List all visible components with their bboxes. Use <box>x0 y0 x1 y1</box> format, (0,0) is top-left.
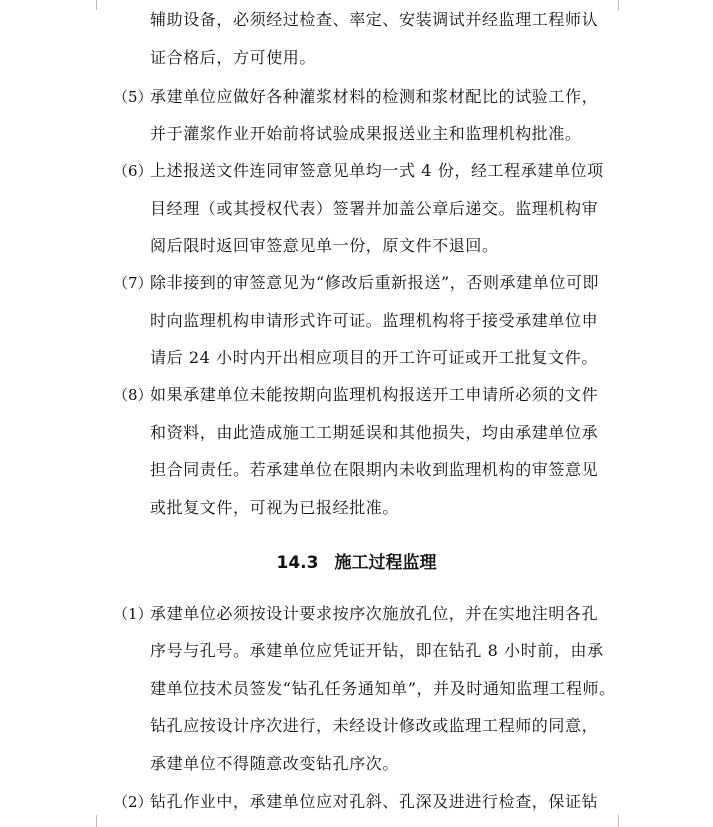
list-item-number: （6） <box>113 162 153 180</box>
section-number: 14.3 <box>276 553 319 573</box>
paragraph-line: 辅助设备，必须经过检查、率定、安装调试并经监理工程师认 <box>150 10 599 29</box>
page-corner-mark <box>618 0 631 10</box>
paragraph-line: 序号与孔号。承建单位应凭证开钻，即在钻孔 8 小时前，由承 <box>150 641 604 660</box>
paragraph-line: 承建单位不得随意改变钻孔序次。 <box>150 754 400 773</box>
paragraph-line: 如果承建单位未能按期向监理机构报送开工申请所必须的文件 <box>150 385 599 404</box>
paragraph-line: 承建单位应做好各种灌浆材料的检测和浆材配比的试验工作， <box>150 87 599 106</box>
list-item-number: （8） <box>113 386 153 404</box>
paragraph-line: 担合同责任。若承建单位在限期内未收到监理机构的审签意见 <box>150 460 599 479</box>
paragraph-line: 证合格后，方可使用。 <box>150 48 317 67</box>
list-item-number: （1） <box>113 605 153 623</box>
paragraph-line: 建单位技术员签发“钻孔任务通知单”，并及时通知监理工程师。 <box>150 679 616 698</box>
paragraph-line: 上述报送文件连同审签意见单均一式 4 份，经工程承建单位项 <box>150 161 604 180</box>
paragraph-line: 除非接到的审签意见为“修改后重新报送”，否则承建单位可即 <box>150 273 600 292</box>
page-corner-mark <box>84 815 97 827</box>
section-title: 施工过程监理 <box>334 553 437 573</box>
paragraph-line: 阅后限时返回审签意见单一份，原文件不退回。 <box>150 236 499 255</box>
paragraph-line: 钻孔作业中，承建单位应对孔斜、孔深及进进行检查，保证钻 <box>150 792 599 811</box>
paragraph-line: 并于灌浆作业开始前将试验成果报送业主和监理机构批准。 <box>150 124 582 143</box>
paragraph-line: 目经理（或其授权代表）签署并加盖公章后递交。监理机构审 <box>150 199 599 218</box>
paragraph-line: 时向监理机构申请形式许可证。监理机构将于接受承建单位申 <box>150 311 599 330</box>
page-corner-mark <box>84 0 97 10</box>
paragraph-line: 和资料，由此造成施工工期延误和其他损失，均由承建单位承 <box>150 423 599 442</box>
section-heading <box>0 551 713 575</box>
list-item-number: （2） <box>113 793 153 811</box>
paragraph-line: 或批复文件，可视为已报经批准。 <box>150 498 400 517</box>
paragraph-line: 请后 24 小时内开出相应项目的开工许可证或开工批复文件。 <box>150 348 598 367</box>
list-item-number: （5） <box>113 88 153 106</box>
list-item-number: （7） <box>113 274 153 292</box>
page-corner-mark <box>618 815 631 827</box>
paragraph-line: 承建单位必须按设计要求按序次施放孔位，并在实地注明各孔 <box>150 604 599 623</box>
paragraph-line: 钻孔应按设计序次进行，未经设计修改或监理工程师的同意， <box>150 716 599 735</box>
